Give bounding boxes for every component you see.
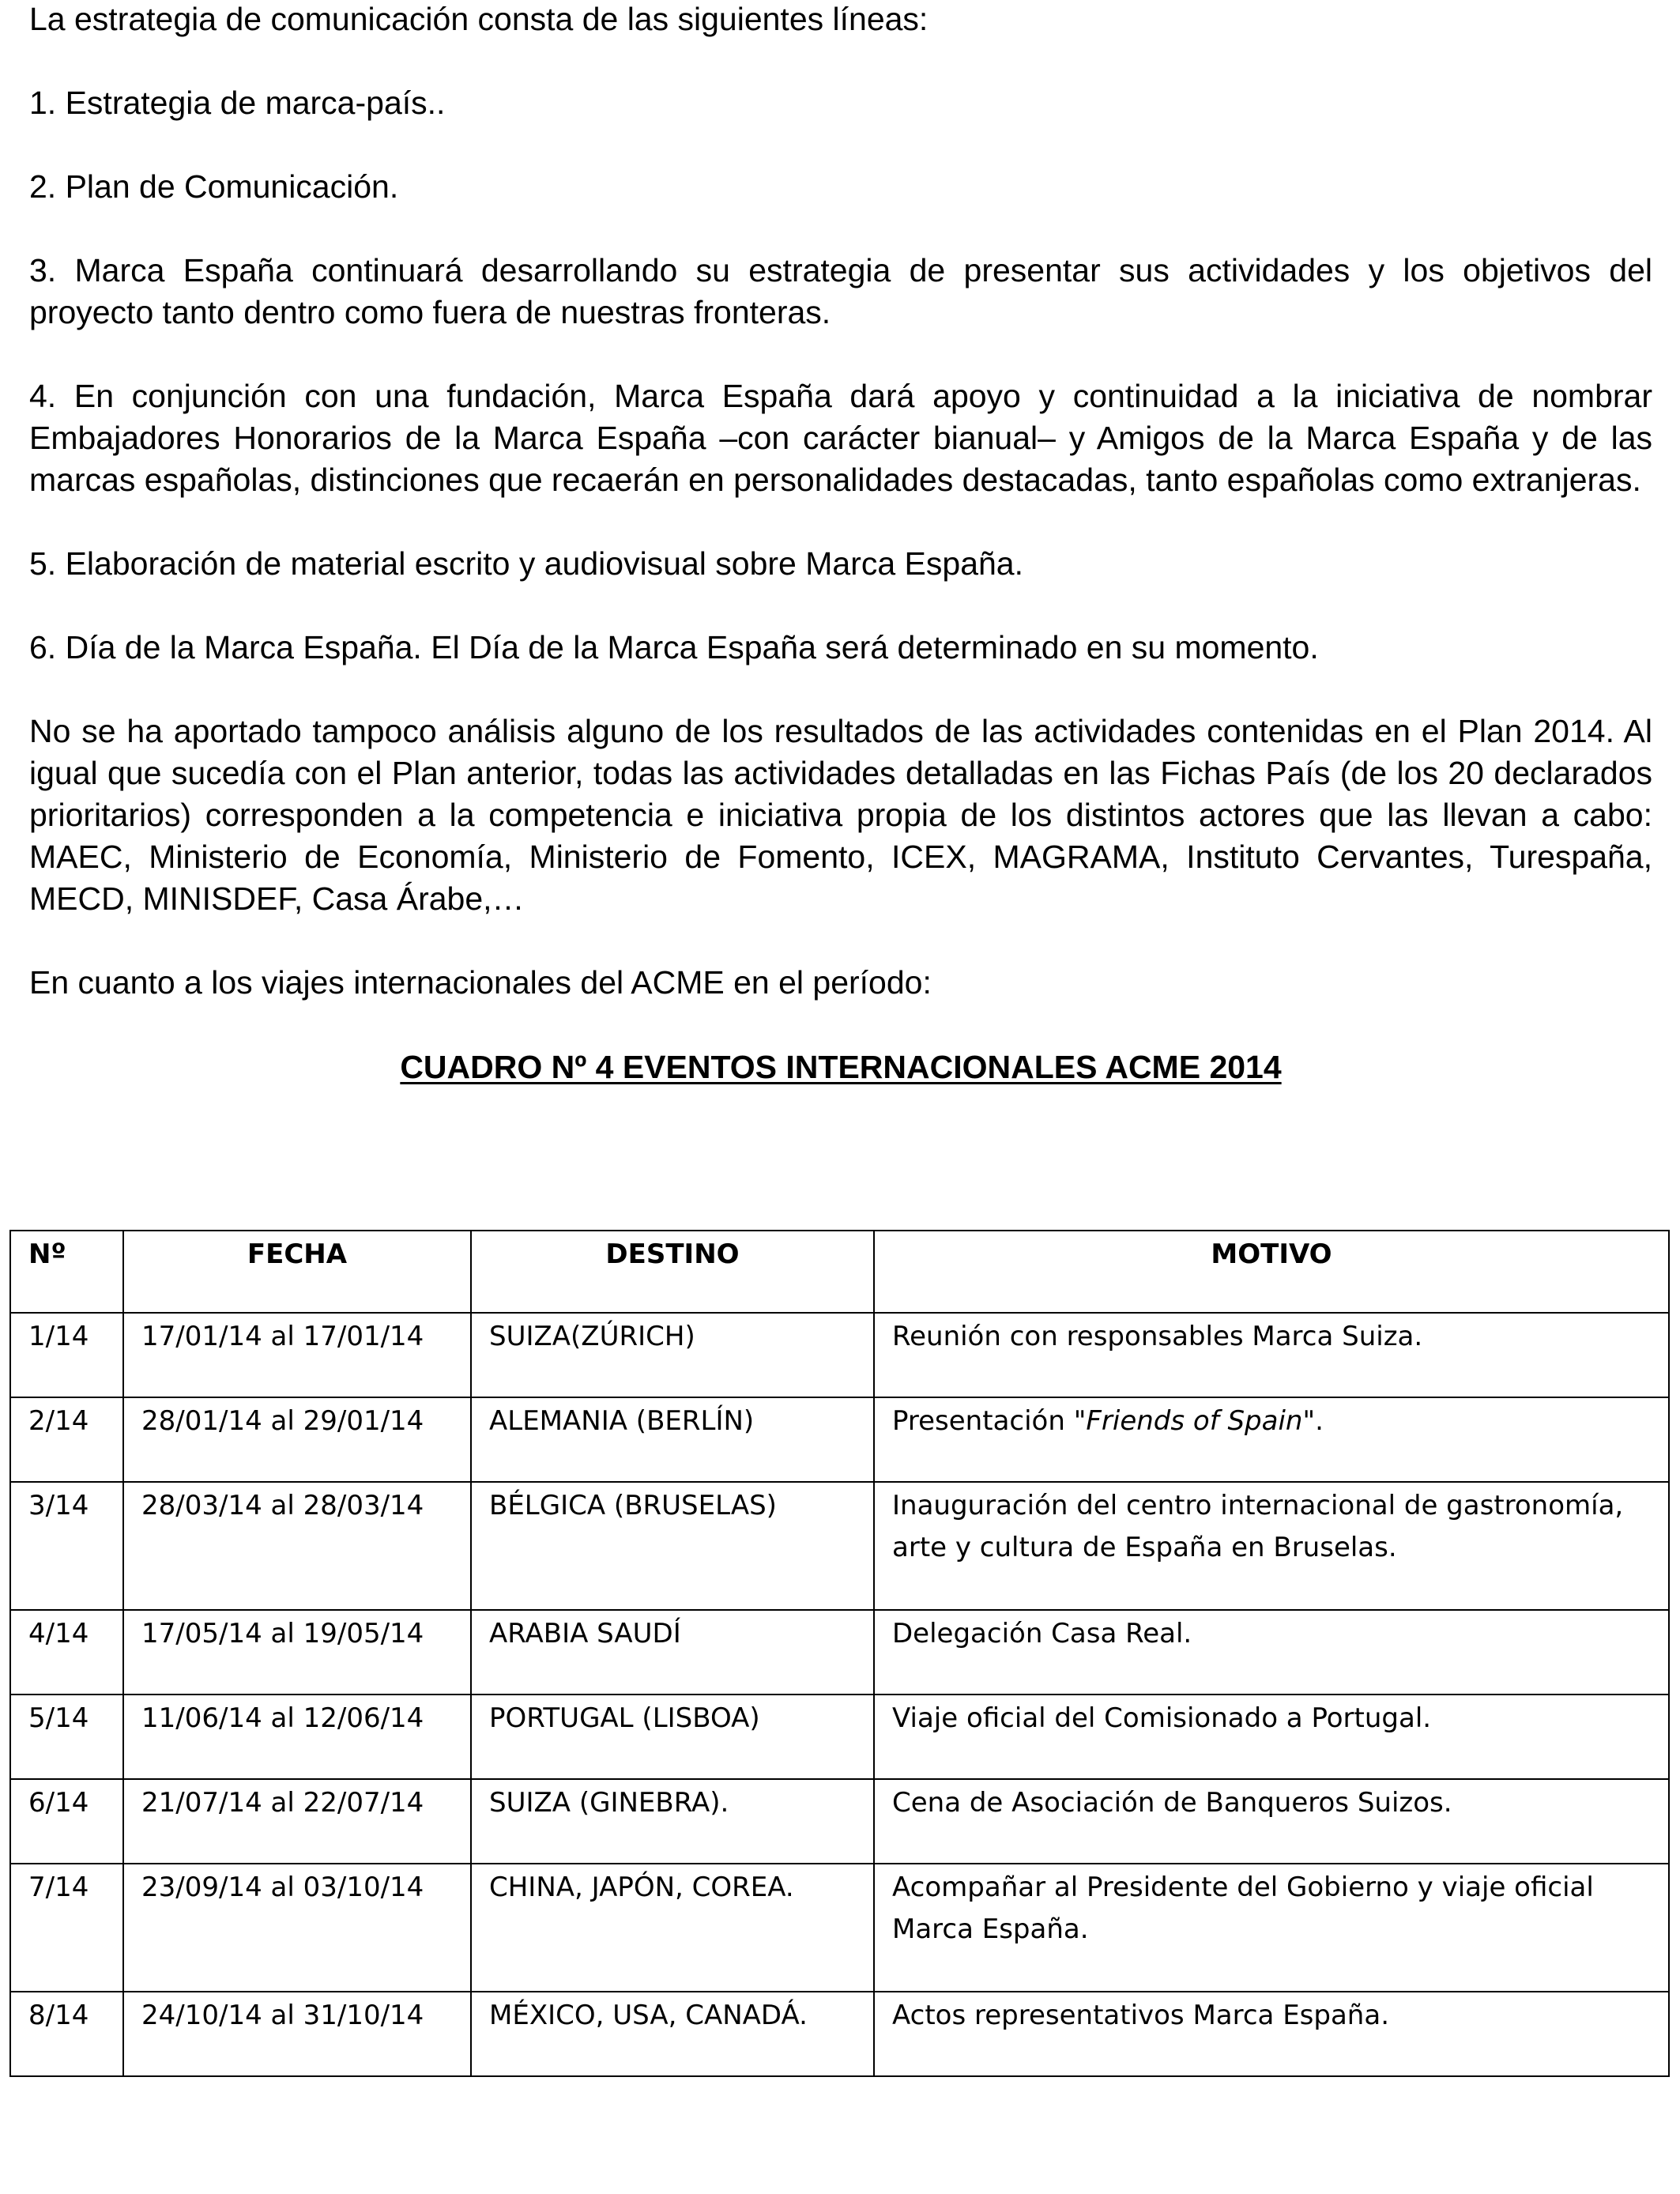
motivo-italic: Friends of Spain: [1086, 1405, 1303, 1437]
analysis-paragraph: No se ha aportado tampoco análisis alguno de los resultados de las actividades contenidas en el Plan 2014. Al igual que sucedía con el Plan anterior, todas las actividades detalladas en las Fichas País (de los 20 declarados prioritarios) corresponden a la competencia e iniciativa propia de los distintos actores que las llevan a cabo: MAEC, Ministerio de Economía, Ministerio de Fomento, ICEX, MAGRAMA, Instituto Cervantes, Turespaña, MECD, MINISDEF, Casa Árabe,…: [29, 713, 1652, 917]
cell-num: 1/14: [10, 1313, 123, 1397]
cell-destino: BÉLGICA (BRUSELAS): [471, 1482, 874, 1610]
table-row: [10, 1397, 1669, 1482]
cell-motivo: Reunión con responsables Marca Suiza.: [874, 1313, 1669, 1397]
cell-num: 3/14: [10, 1482, 123, 1610]
cell-fecha: 28/03/14 al 28/03/14: [123, 1482, 471, 1610]
cell-fecha: 21/07/14 al 22/07/14: [123, 1779, 471, 1864]
table-row: [10, 1695, 1669, 1779]
cell-motivo: Acompañar al Presidente del Gobierno y viaje oficial Marca España.: [874, 1864, 1669, 1992]
list-item: 5. Elaboración de material escrito y audiovisual sobre Marca España.: [29, 545, 1023, 582]
cell-num: 7/14: [10, 1864, 123, 1992]
table-row: [10, 1313, 1669, 1397]
cell-fecha: 17/01/14 al 17/01/14: [123, 1313, 471, 1397]
cell-motivo: Viaje oficial del Comisionado a Portugal.: [874, 1695, 1669, 1779]
travel-intro-paragraph: En cuanto a los viajes internacionales del ACME en el período:: [29, 964, 932, 1001]
motivo-prefix: Presentación ": [892, 1405, 1087, 1437]
cell-motivo: Inauguración del centro internacional de gastronomía, arte y cultura de España en Bruselas.: [874, 1482, 1669, 1610]
cell-num: 5/14: [10, 1695, 123, 1779]
table-title: CUADRO Nº 4 EVENTOS INTERNACIONALES ACME 2014: [400, 1049, 1282, 1085]
motivo-suffix: ".: [1302, 1405, 1324, 1437]
cell-destino: SUIZA (GINEBRA).: [471, 1779, 874, 1864]
cell-num: 2/14: [10, 1397, 123, 1482]
list-item: 4. En conjunción con una fundación, Marca España dará apoyo y continuidad a la iniciativa de nombrar Embajadores Honorarios de la Marca España –con carácter bianual– y Amigos de la Marca España y de las marcas españolas, distinciones que recaerán en personalidades destacadas, tanto españolas como extranjeras.: [29, 378, 1652, 498]
header-motivo: MOTIVO: [874, 1231, 1669, 1313]
cell-destino: SUIZA(ZÚRICH): [471, 1313, 874, 1397]
intro-paragraph: La estrategia de comunicación consta de las siguientes líneas:: [29, 1, 929, 37]
cell-destino: MÉXICO, USA, CANADÁ.: [471, 1992, 874, 2076]
cell-motivo: [874, 1397, 1669, 1482]
cell-destino: PORTUGAL (LISBOA): [471, 1695, 874, 1779]
header-fecha: FECHA: [123, 1231, 471, 1313]
cell-destino: ALEMANIA (BERLÍN): [471, 1397, 874, 1482]
cell-num: 8/14: [10, 1992, 123, 2076]
table-row: [10, 1864, 1669, 1992]
cell-destino: ARABIA SAUDÍ: [471, 1610, 874, 1695]
cell-num: 6/14: [10, 1779, 123, 1864]
cell-motivo: Cena de Asociación de Banqueros Suizos.: [874, 1779, 1669, 1864]
list-item: 1. Estrategia de marca-país..: [29, 85, 446, 121]
events-table: [9, 1230, 1670, 2077]
header-destino: DESTINO: [471, 1231, 874, 1313]
cell-fecha: 11/06/14 al 12/06/14: [123, 1695, 471, 1779]
header-num: Nº: [10, 1231, 123, 1313]
list-item: 6. Día de la Marca España. El Día de la Marca España será determinado en su momento.: [29, 629, 1319, 665]
table-row: [10, 1779, 1669, 1864]
cell-num: 4/14: [10, 1610, 123, 1695]
table-row: [10, 1482, 1669, 1610]
cell-motivo: Actos representativos Marca España.: [874, 1992, 1669, 2076]
document-body: [29, 0, 1652, 1154]
table-header-row: [10, 1231, 1669, 1313]
cell-fecha: 24/10/14 al 31/10/14: [123, 1992, 471, 2076]
cell-fecha: 17/05/14 al 19/05/14: [123, 1610, 471, 1695]
cell-fecha: 28/01/14 al 29/01/14: [123, 1397, 471, 1482]
cell-motivo: Delegación Casa Real.: [874, 1610, 1669, 1695]
cell-fecha: 23/09/14 al 03/10/14: [123, 1864, 471, 1992]
cell-destino: CHINA, JAPÓN, COREA.: [471, 1864, 874, 1992]
table-title-wrap: [29, 1046, 1652, 1088]
table-row: [10, 1992, 1669, 2076]
table-row: [10, 1610, 1669, 1695]
list-item: 3. Marca España continuará desarrollando su estrategia de presentar sus actividades y los objetivos del proyecto tanto dentro como fuera de nuestras fronteras.: [29, 252, 1652, 330]
list-item: 2. Plan de Comunicación.: [29, 168, 399, 205]
